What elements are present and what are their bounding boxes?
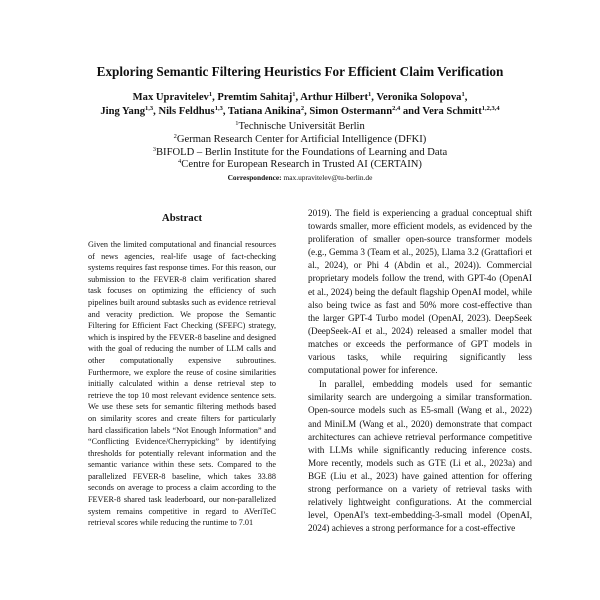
author: Premtim Sahitaj$^1$,	[217, 91, 301, 103]
author: Arthur Hilbert$^1$,	[300, 91, 377, 103]
affiliation: $^4$Centre for European Research in Trusted AI (CERTAIN)	[178, 158, 422, 171]
correspondence	[40, 172, 560, 183]
author: Simon Ostermann$^{2,4}$ and	[309, 105, 423, 117]
author: Nils Feldhus$^{1,3}$,	[158, 105, 228, 117]
affiliation: $^3$BIFOLD – Berlin Institute for the Foundations of Learning and Data	[152, 145, 448, 158]
author: Tatiana Anikina$^2$,	[227, 105, 310, 117]
author: Jing Yang$^{1,3}$,	[100, 105, 159, 117]
correspondence-email[interactable]: max.upravitelev@tu-berlin.de	[283, 173, 373, 183]
abstract-heading: Abstract	[161, 212, 203, 224]
author: Veronika Solopova$^1$,	[376, 91, 468, 103]
affiliation-list	[40, 121, 560, 183]
author: Vera Schmitt$^{1,2,3,4}$	[422, 105, 500, 117]
author: Max Upravitelev$^1$,	[132, 91, 218, 103]
author-list	[40, 91, 560, 119]
body-paragraph: In parallel, embedding models used for semantic similarity search are undergoing a similar transformation. Open-source models such as E5-small (Wang et al., 2022) and MiniLM (Wang et al., 2020) demonstrate that compact architectures can achieve retrieval performance competitive with LLMs while significantly reducing inference costs. More recently, models such as GTE (Li et al., 2023a) and BGE (Liu et al., 2023) have gained attention for offering strong performance on a variety of retrieval tasks with relatively lightweight configurations. At the commercial level, OpenAI's text-embedding-3-small model (OpenAI, 2024) achieves a strong performance for a cost-effective	[308, 379, 532, 534]
body-paragraph: 2019). The field is experiencing a gradual conceptual shift towards smaller, more efficient models, as evidenced by the proliferation of smaller open-source transformer models (e.g., Gemma 3 (Team et al., 2025), Llama 3.2 (Grattafiori et al., 2024), or Phi 4 (Abdin et al., 2024)). Commercial proprietary models follow the trend, with GPT-4o (OpenAI et al., 2024) being the default flagship OpenAI model, while also being twice as fast and 50% more cost-effective than the larger GPT-4 Turbo model (OpenAI, 2023). DeepSeek (DeepSeek-AI et al., 2024) released a smaller model that matches or exceeds the performance of GPT models in various tasks, while requiring significantly less computational power for inference.	[308, 208, 532, 376]
affiliation: $^2$German Research Center for Artificial Intelligence (DFKI)	[173, 132, 427, 145]
correspondence-label: Correspondence:	[227, 173, 282, 183]
abstract-body: Given the limited computational and financial resources of news agencies, real-life usage of fact-checking systems requires fast response times. For this reason, our submission to the FEVER-8 claim verification shared task focuses on optimizing the efficiency of such pipelines built around subtasks such as evidence retrieval and veracity prediction. We propose the Semantic Filtering for Efficient Fact Checking (SFEFC) strategy, which is inspired by the FEVER-8 baseline and designed with the goal of reducing the number of LLM calls and other computationally expensive subroutines. Furthermore, we explore the reuse of cosine similarities initially calculated within a dense retrieval step to retrieve the top 10 most relevant evidence sentence sets. We use these sets for semantic filtering methods based on similarity scores and create filters for particularly hard classification labels “Not Enough Information” and “Conflicting Evidence/Cherrypicking” by identifying thresholds for potentially relevant information and the semantic variance within these sets. Compared to the parallelized FEVER-8 baseline, which takes 33.88 seconds on average to process a claim according to the FEVER-8 shared task leaderboard, our non-parallelized system remains competitive in regard to AVeriTeC retrieval scores while reducing the runtime to 7.01	[88, 240, 276, 528]
affiliation: $^1$Technische Universität Berlin	[235, 120, 365, 132]
right-column	[308, 207, 532, 535]
paper-title: Exploring Semantic Filtering Heuristics For Efficient Claim Verification	[96, 64, 504, 79]
